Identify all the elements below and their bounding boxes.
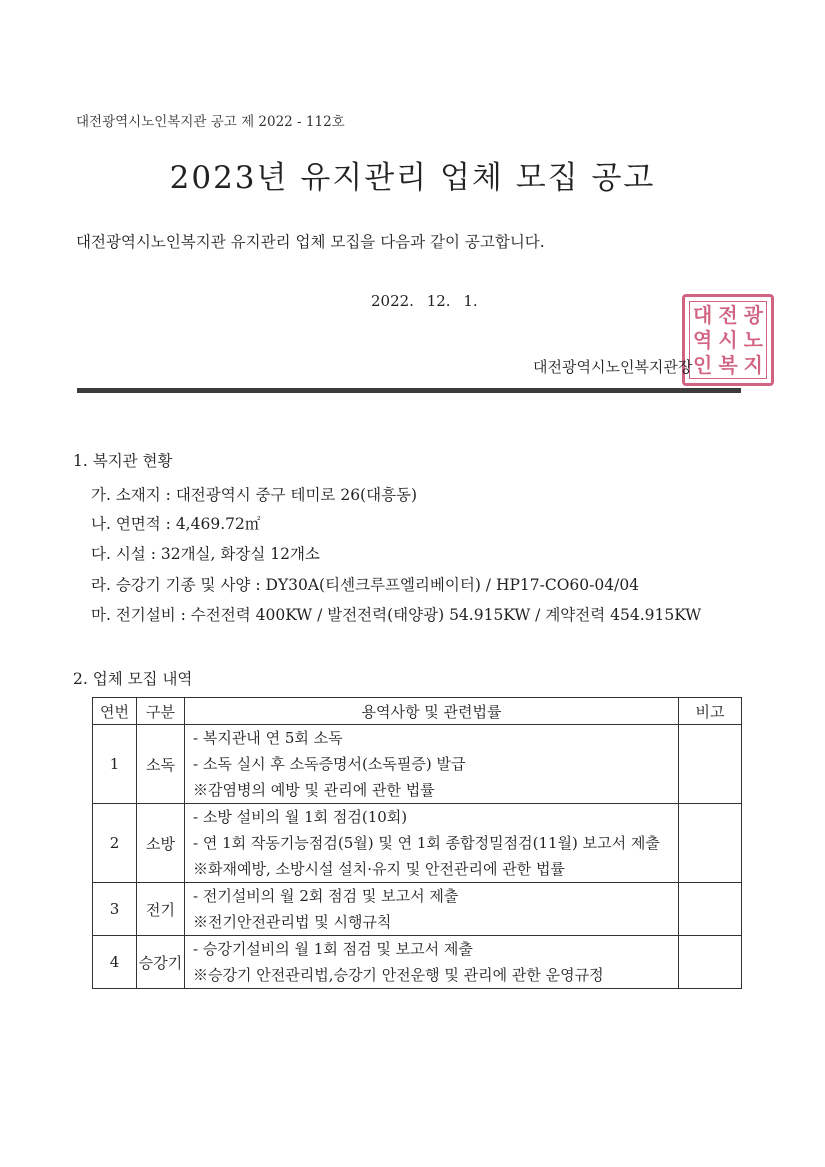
table-header-row: [93, 698, 742, 725]
header-note: 비고: [679, 698, 742, 725]
header-category: 구분: [137, 698, 185, 725]
row-category: 승강기: [137, 936, 185, 989]
row-note: [679, 883, 742, 936]
row-services: [185, 725, 679, 804]
service-item: - 승강기설비의 월 1회 점검 및 보고서 제출: [193, 940, 473, 958]
seal-character: 광: [743, 302, 763, 327]
row-category: 소독: [137, 725, 185, 804]
table-row: [93, 883, 742, 936]
header-divider: [77, 388, 741, 393]
seal-character: 지: [743, 353, 763, 378]
seal-character: 대: [693, 302, 713, 327]
seal-character: 복: [718, 353, 738, 378]
row-note: [679, 725, 742, 804]
row-services: [185, 804, 679, 883]
row-services: [185, 936, 679, 989]
info-address: 가. 소재지 : 대전광역시 중구 테미로 26(대흥동): [91, 486, 418, 504]
info-floor-area: 나. 연면적 : 4,469.72㎡: [91, 515, 261, 533]
service-item: - 연 1회 작동기능점검(5월) 및 연 1회 종합정밀점검(11월) 보고서 제출: [193, 834, 660, 852]
related-law: ※화재예방, 소방시설 설치·유지 및 안전관리에 관한 법률: [193, 860, 565, 878]
notice-date: 2022. 12. 1.: [371, 292, 478, 310]
row-no: 4: [93, 936, 137, 989]
seal-character: 전: [718, 302, 738, 327]
header-no: 연번: [93, 698, 137, 725]
row-no: 1: [93, 725, 137, 804]
table-row: [93, 804, 742, 883]
related-law: ※승강기 안전관리법,승강기 안전운행 및 관리에 관한 운영규정: [193, 966, 604, 984]
intro-text: 대전광역시노인복지관 유지관리 업체 모집을 다음과 같이 공고합니다.: [76, 233, 545, 251]
related-law: ※감염병의 예방 및 관리에 관한 법률: [193, 781, 435, 799]
page-title: 2023년 유지관리 업체 모집 공고: [169, 160, 656, 196]
header-services: 용역사항 및 관련법률: [185, 698, 679, 725]
service-table: [92, 697, 742, 989]
info-electrical: 마. 전기설비 : 수전전력 400KW / 발전전력(태양광) 54.915KW / 계약전력 454.915KW: [91, 606, 702, 624]
seal-character: 노: [743, 327, 763, 352]
row-category: 소방: [137, 804, 185, 883]
row-services: [185, 883, 679, 936]
row-note: [679, 936, 742, 989]
seal-character: 시: [718, 327, 738, 352]
related-law: ※전기안전관리법 및 시행규칙: [193, 913, 392, 931]
seal-characters: [689, 301, 767, 379]
official-seal: [682, 294, 774, 386]
section2-heading: 2. 업체 모집 내역: [73, 670, 193, 688]
seal-character: 역: [693, 327, 713, 352]
row-no: 2: [93, 804, 137, 883]
row-category: 전기: [137, 883, 185, 936]
service-item: - 소독 실시 후 소독증명서(소독필증) 발급: [193, 755, 466, 773]
table-row: [93, 725, 742, 804]
info-facilities: 다. 시설 : 32개실, 화장실 12개소: [91, 545, 320, 563]
service-item: - 소방 설비의 월 1회 점검(10회): [193, 808, 408, 826]
service-item: - 복지관내 연 5회 소독: [193, 729, 343, 747]
seal-character: 인: [693, 353, 713, 378]
notice-number: 대전광역시노인복지관 공고 제 2022 - 112호: [76, 114, 345, 130]
service-item: - 전기설비의 월 2회 점검 및 보고서 제출: [193, 887, 459, 905]
row-no: 3: [93, 883, 137, 936]
info-elevator: 라. 승강기 기종 및 사양 : DY30A(티센크루프엘리베이터) / HP17-CO60-04/04: [91, 576, 640, 594]
issuer-name: 대전광역시노인복지관장: [533, 358, 693, 376]
row-note: [679, 804, 742, 883]
table-row: [93, 936, 742, 989]
section1-heading: 1. 복지관 현황: [73, 452, 173, 470]
